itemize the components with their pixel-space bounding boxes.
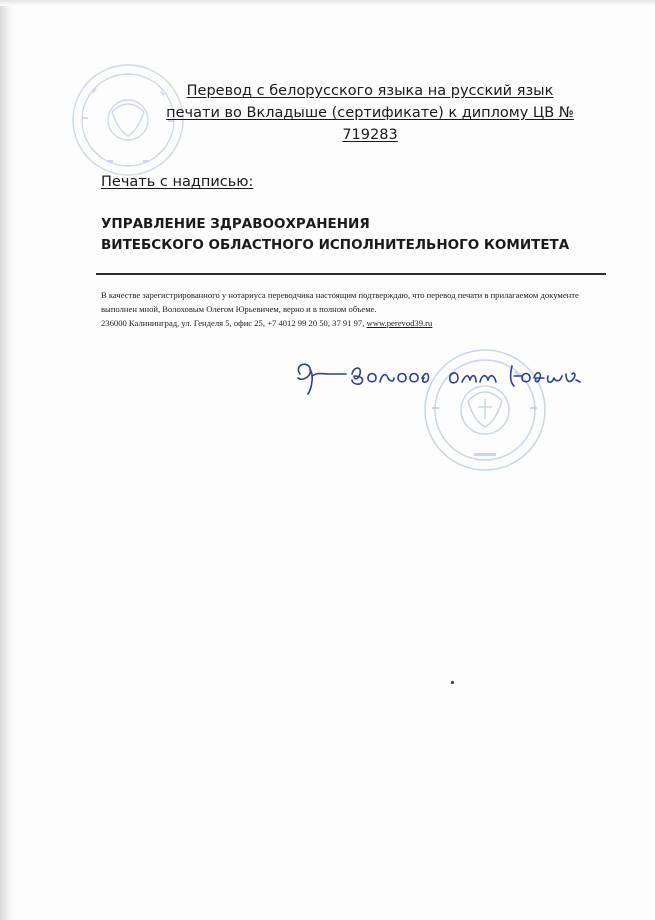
website-link[interactable]: www.perevod39.ru [366, 318, 433, 328]
scan-edge-shadow [0, 0, 14, 920]
scan-top-shadow [0, 0, 655, 6]
address-text: 236000 Калининград, ул. Генделя 5, офис 25, +7 4012 99 20 50, 37 91 97, [101, 318, 367, 328]
organization-name [101, 214, 569, 256]
title-line-1: Перевод с белорусского языка на русский язык [186, 83, 554, 99]
document-title [140, 80, 600, 146]
scan-speck [451, 681, 454, 684]
certification-block [101, 288, 611, 330]
certification-line-1: В качестве зарегистрированного у нотариуса переводчика настоящим подтверждаю, что перевод печати в прилагаемом документе [101, 290, 579, 300]
title-line-2: печати во Вкладыше (сертификате) к диплому ЦВ № 719283 [166, 105, 574, 143]
address-line [101, 316, 611, 330]
handwritten-signature [290, 352, 590, 402]
divider [96, 273, 606, 275]
organization-line-2: ВИТЕБСКОГО ОБЛАСТНОГО ИСПОЛНИТЕЛЬНОГО КОМИТЕТА [101, 237, 570, 253]
organization-line-1: УПРАВЛЕНИЕ ЗДРАВООХРАНЕНИЯ [101, 216, 370, 232]
certification-line-2: выполнен мной, Волоховым Олегом Юрьевичем, верно и в полном объеме. [101, 304, 377, 314]
stamp-label: Печать с надписью: [101, 174, 254, 190]
